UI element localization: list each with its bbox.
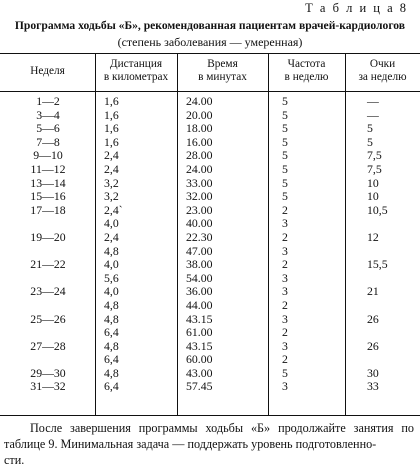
- cell-points: —: [367, 94, 379, 108]
- cell-week: 31—32: [30, 379, 66, 394]
- cell-time: 32.00: [186, 189, 213, 204]
- cell-week: 9—10: [33, 148, 63, 163]
- cell-distance: 2,4: [104, 229, 119, 244]
- cell-distance: 6,4: [104, 379, 119, 394]
- table-row: [0, 353, 420, 367]
- cell-points: 12: [367, 229, 379, 244]
- cell-distance: 5,6: [104, 270, 119, 285]
- cell-frequency: 2: [282, 325, 288, 340]
- cell-points: 7,5: [367, 148, 382, 163]
- cell-frequency: 5: [282, 365, 288, 380]
- table-row: [0, 326, 420, 340]
- cell-week: 11—12: [30, 161, 66, 176]
- cell-points: 33: [367, 379, 379, 394]
- cell-frequency: 5: [282, 161, 288, 176]
- cell-frequency: 3: [282, 284, 288, 299]
- cell-frequency: 3: [282, 338, 288, 353]
- cell-frequency: 5: [282, 121, 288, 136]
- header-time: Время в минутах: [198, 58, 247, 83]
- cell-distance: 4,8: [104, 297, 119, 312]
- cell-time: 36.00: [186, 284, 213, 299]
- cell-frequency: 2: [282, 202, 288, 217]
- cell-time: 40.00: [186, 216, 213, 231]
- cell-frequency: 3: [282, 379, 288, 394]
- cell-week: 23—24: [30, 284, 66, 299]
- cell-points: 15,5: [367, 257, 388, 272]
- table-header-rule: [0, 91, 420, 92]
- cell-time: 38.00: [186, 257, 213, 272]
- cell-time: 61.00: [186, 325, 213, 340]
- table-title: Программа ходьбы «Б», рекомендованная пациентам врачей-кардиологов: [14, 19, 406, 32]
- table-row: [0, 367, 420, 381]
- cell-frequency: 5: [282, 134, 288, 149]
- cell-distance: 4,0: [104, 284, 119, 299]
- cell-distance: 6,4: [104, 325, 119, 340]
- table-row: [0, 177, 420, 191]
- table-row: [0, 299, 420, 313]
- cell-frequency: 5: [282, 175, 288, 190]
- table-row: [0, 109, 420, 123]
- header-distance: Дистанция в километрах: [103, 58, 169, 83]
- header-frequency: Частота в неделю: [284, 58, 329, 83]
- table-row: [0, 231, 420, 245]
- cell-week: 29—30: [30, 365, 66, 380]
- cell-week: 15—16: [30, 189, 66, 204]
- table-bottom-rule: [0, 415, 420, 416]
- cell-week: 19—20: [30, 229, 66, 244]
- cell-time: 16.00: [186, 134, 213, 149]
- table-top-rule: [0, 53, 420, 54]
- header-week: Неделя: [30, 65, 65, 77]
- cell-time: 18.00: [186, 121, 213, 136]
- cell-distance: 3,2: [104, 175, 119, 190]
- cell-frequency: 5: [282, 107, 288, 122]
- cell-week: 5—6: [36, 121, 60, 136]
- table-row: [0, 204, 420, 218]
- cell-frequency: 3: [282, 216, 288, 231]
- cell-distance: 2,4`: [104, 202, 123, 217]
- cell-time: 47.00: [186, 243, 213, 258]
- cell-week: 21—22: [30, 257, 66, 272]
- table-row: [0, 190, 420, 204]
- table-subtitle: (степень заболевания — умеренная): [117, 35, 303, 49]
- cell-distance: 1,6: [104, 121, 119, 136]
- cell-frequency: 3: [282, 243, 288, 258]
- cell-points: 10,5: [367, 202, 388, 217]
- cell-time: 24.00: [186, 94, 213, 108]
- cell-distance: 2,4: [104, 148, 119, 163]
- cell-time: 43.15: [186, 338, 213, 353]
- cell-distance: 2,4: [104, 161, 119, 176]
- cell-frequency: 5: [282, 94, 288, 108]
- cell-time: 22.30: [186, 229, 213, 244]
- cell-frequency: 2: [282, 257, 288, 272]
- cell-time: 24.00: [186, 161, 213, 176]
- cell-distance: 4,0: [104, 257, 119, 272]
- cell-points: 26: [367, 311, 379, 326]
- cell-frequency: 3: [282, 270, 288, 285]
- table-body: [0, 95, 420, 411]
- cell-frequency: 3: [282, 311, 288, 326]
- table-number: Т а б л и ц а 8: [305, 1, 408, 15]
- cell-time: 44.00: [186, 297, 213, 312]
- cell-time: 43.00: [186, 365, 213, 380]
- table-row: [0, 313, 420, 327]
- cell-distance: 4,8: [104, 311, 119, 326]
- cell-distance: 6,4: [104, 352, 119, 367]
- header-points: Очки за неделю: [358, 58, 407, 83]
- cell-points: 10: [367, 175, 379, 190]
- cell-time: 54.00: [186, 270, 213, 285]
- cell-distance: 4,8: [104, 365, 119, 380]
- cell-distance: 4,8: [104, 338, 119, 353]
- cell-distance: 1,6: [104, 107, 119, 122]
- cell-time: 28.00: [186, 148, 213, 163]
- cell-week: 27—28: [30, 338, 66, 353]
- cell-week: 3—4: [36, 107, 60, 122]
- footer-note: [4, 420, 414, 468]
- cell-points: 7,5: [367, 161, 382, 176]
- cell-time: 43.15: [186, 311, 213, 326]
- cell-distance: 4,0: [104, 216, 119, 231]
- footer-paragraph: После завершения программы ходьбы «Б» продолжайте занятия по таблице 9. Минимальная задача — поддержать уровень подготовленно- сти.: [4, 421, 414, 467]
- cell-frequency: 2: [282, 352, 288, 367]
- cell-points: 5: [367, 121, 373, 136]
- cell-week: 25—26: [30, 311, 66, 326]
- cell-points: 30: [367, 365, 379, 380]
- table-row: [0, 272, 420, 286]
- table-row: [0, 163, 420, 177]
- cell-distance: 3,2: [104, 189, 119, 204]
- cell-week: 17—18: [30, 202, 66, 217]
- cell-frequency: 2: [282, 229, 288, 244]
- cell-frequency: 5: [282, 148, 288, 163]
- cell-points: 10: [367, 189, 379, 204]
- cell-time: 20.00: [186, 107, 213, 122]
- cell-time: 23.00: [186, 202, 213, 217]
- table-row: [0, 380, 420, 394]
- cell-time: 33.00: [186, 175, 213, 190]
- cell-frequency: 2: [282, 297, 288, 312]
- cell-points: 21: [367, 284, 379, 299]
- table-row: [0, 122, 420, 136]
- table-row: [0, 285, 420, 299]
- cell-week: 7—8: [36, 134, 60, 149]
- cell-points: 26: [367, 338, 379, 353]
- table-row: [0, 340, 420, 354]
- cell-time: 57.45: [186, 379, 213, 394]
- cell-distance: 1,6: [104, 134, 119, 149]
- table-row: [0, 149, 420, 163]
- cell-week: 13—14: [30, 175, 66, 190]
- cell-points: 5: [367, 134, 373, 149]
- cell-week: 1—2: [36, 94, 60, 108]
- table-row: [0, 245, 420, 259]
- cell-time: 60.00: [186, 352, 213, 367]
- cell-frequency: 5: [282, 189, 288, 204]
- table-row: [0, 95, 420, 109]
- cell-distance: 1,6: [104, 94, 119, 108]
- cell-points: —: [367, 107, 379, 122]
- cell-distance: 4,8: [104, 243, 119, 258]
- table-row: [0, 217, 420, 231]
- table-row: [0, 258, 420, 272]
- table-row: [0, 136, 420, 150]
